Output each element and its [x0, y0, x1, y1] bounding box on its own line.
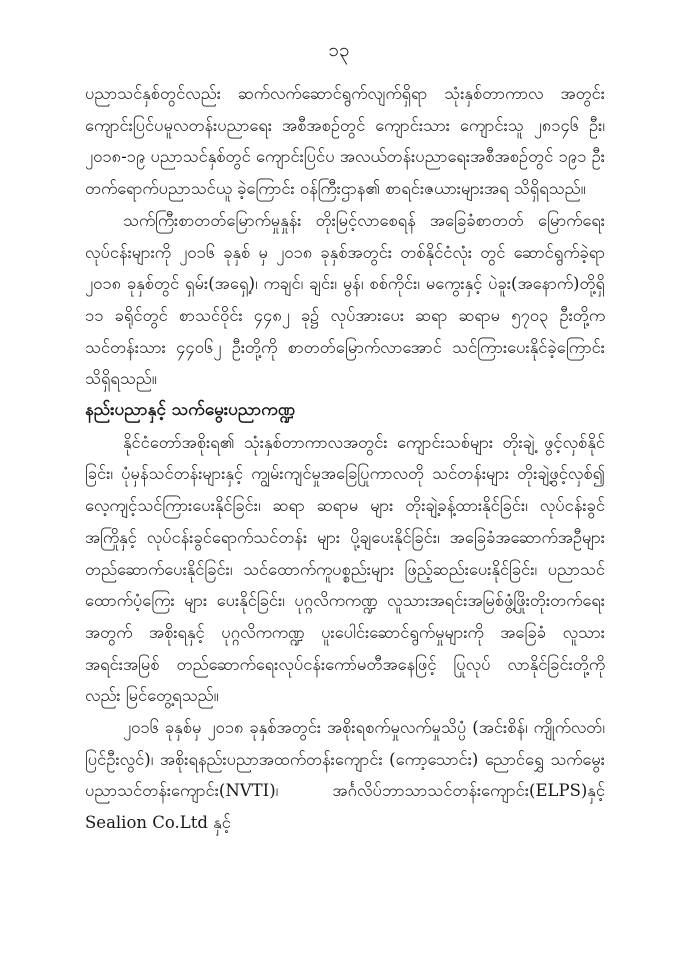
page-number: ၁၃ [328, 39, 350, 61]
paragraph-3: နိုင်ငံတော်အစိုးရ၏ သုံးနှစ်တာကာလအတွင်း ကျောင်းသစ်များ တိုးချဲ့ ဖွင့်လှစ်နိုင်ခြင်း၊ ပုံမှန်သင်တန်းများနှင့် ကျွမ်းကျင်မှုအခြေပြုကာလတို သင်တန်းများ တိုးချဲ့ဖွင့်လှစ်၍ လေ့ကျင့်သင်ကြားပေးနိုင်ခြင်း၊ ဆရာ ဆရာမ များ တိုးချဲ့ခန့်ထားနိုင်ခြင်း၊ လုပ်ငန်းခွင်အကြိုနှင့် လုပ်ငန်းခွင်ရောက်သင်တန်း များ ပို့ချပေးနိုင်ခြင်း၊ အခြေခံအဆောက်အဦများ တည်ဆောက်ပေးနိုင်ခြင်း၊ သင်ထောက်ကူပစ္စည်းများ ဖြည့်ဆည်းပေးနိုင်ခြင်း၊ ပညာသင်ထောက်ပံ့ကြေး များ ပေးနိုင်ခြင်း၊ ပုဂ္ဂလိကကဏ္ဍ လူသားအရင်းအမြစ်ဖွံ့ဖြိုးတိုးတက်ရေး အတွက် အစိုးရနှင့် ပုဂ္ဂလိကကဏ္ဍ ပူးပေါင်းဆောင်ရွက်မှုများကို အခြေခံ လူသားအရင်းအမြစ် တည်ဆောက်ရေးလုပ်ငန်းကော်မတီအနေဖြင့် ပြုလုပ် လာနိုင်ခြင်းတို့ကိုလည်း မြင်တွေ့ရသည်။ [85, 432, 605, 706]
page-body [85, 78, 605, 839]
section-heading: နည်းပညာနှင့် သက်မွေးပညာကဏ္ဍ [85, 400, 296, 421]
paragraph-4: ၂၀၁၆ ခုနှစ်မှ ၂၀၁၈ ခုနှစ်အတွင်း အစိုးရစက်မှုလက်မှုသိပ္ပံ (အင်းစိန်၊ ကျိုက်လတ်၊ ပြင်ဦးလွင်)၊ အစိုးရနည်းပညာအထက်တန်းကျောင်း (ကော့သောင်း) ညောင်ရွှေ သက်မွေးပညာသင်တန်းကျောင်း(NVTI)၊ အင်္ဂလိပ်ဘာသာသင်တန်းကျောင်း(ELPS)နှင့် Sealion Co.Ltd နှင့် [85, 718, 605, 833]
paragraph-2: သက်ကြီးစာတတ်မြောက်မှုနှုန်း တိုးမြင့်လာစေရန် အခြေခံစာတတ် မြောက်ရေးလုပ်ငန်းများကို ၂၀၁၆ ခုနှစ် မှ ၂၀၁၈ ခုနှစ်အတွင်း တစ်နိုင်ငံလုံး တွင် ဆောင်ရွက်ခဲ့ရာ ၂၀၁၈ ခုနှစ်တွင် ရှမ်း(အရှေ့)၊ ကချင်၊ ချင်း၊ မွန်၊ စစ်ကိုင်း၊ မကွေးနှင့် ပဲခူး(အနောက်)တို့ရှိ ၁၁ ခရိုင်တွင် စာသင်ဝိုင်း ၄၄၈၂ ခု၌ လုပ်အားပေး ဆရာ ဆရာမ ၅၇၀၃ ဦးတို့က သင်တန်းသား ၄၄၀၆၂ ဦးတို့ကို စာတတ်မြောက်လာအောင် သင်ကြားပေးနိုင်ခဲ့ကြောင်း သိရှိရသည်။ [85, 210, 605, 389]
paragraph-1: ပညာသင်နှစ်တွင်လည်း ဆက်လက်ဆောင်ရွက်လျက်ရှိရာ သုံးနှစ်တာကာလ အတွင်း ကျောင်းပြင်ပမူလတန်းပညာရေး အစီအစဉ်တွင် ကျောင်းသား ကျောင်းသူ ၂၈၁၄၆ ဦး၊ ၂၀၁၈-၁၉ ပညာသင်နှစ်တွင် ကျောင်းပြင်ပ အလယ်တန်းပညာရေးအစီအစဉ်တွင် ၁၉၁ ဦး တက်ရောက်ပညာသင်ယူ ခဲ့ကြောင်း ဝန်ကြီးဌာန၏ စာရင်းဇယားများအရ သိရှိရသည်။ [85, 84, 605, 199]
